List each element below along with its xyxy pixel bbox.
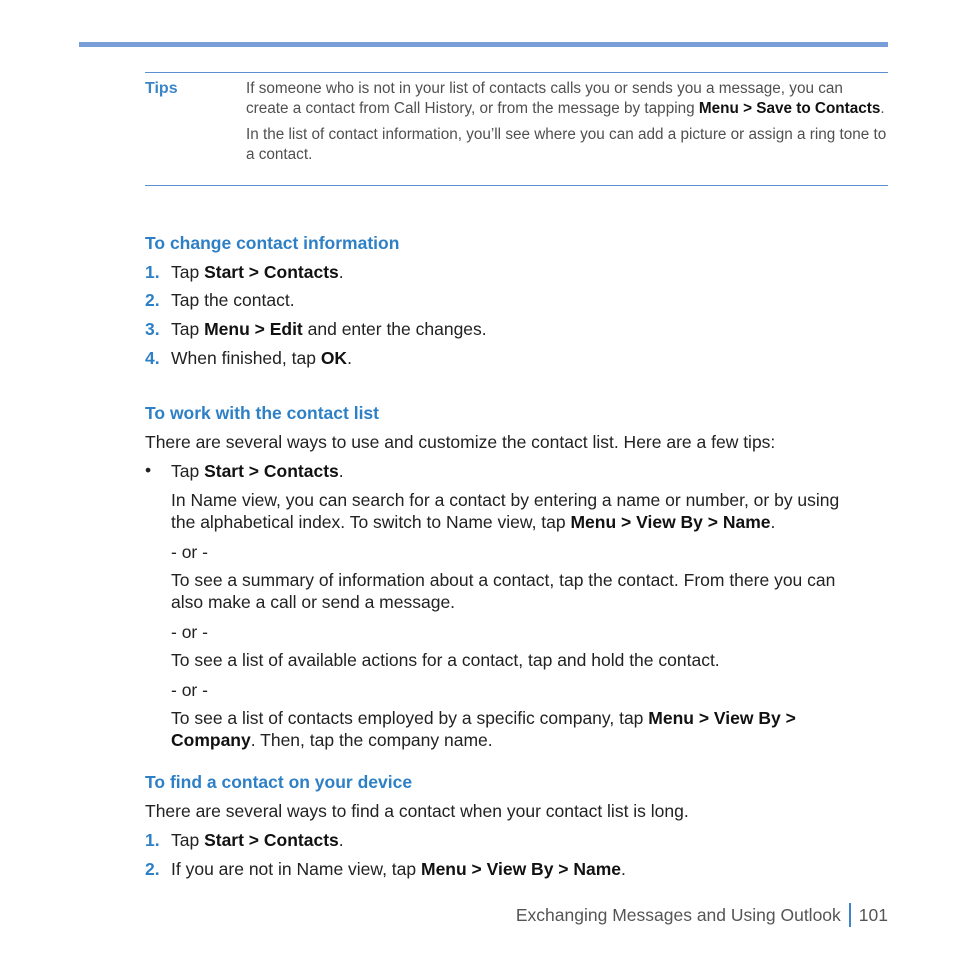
tips-text: . xyxy=(880,100,885,117)
paragraph-text: To see a summary of information about a contact, tap the contact. From there you can xyxy=(171,570,836,590)
section-intro: There are several ways to find a contact when your contact list is long. xyxy=(145,801,689,821)
step-number: 3. xyxy=(145,319,160,339)
bullet: • xyxy=(145,460,152,480)
step-text: Tap the contact. xyxy=(171,290,295,310)
step-text: If you are not in Name view, tap Menu > View By > Name. xyxy=(171,859,626,879)
section-heading-change-contact: To change contact information xyxy=(145,233,400,253)
section-heading-find-contact: To find a contact on your device xyxy=(145,772,413,792)
paragraph-text: the alphabetical index. To switch to Name view, tap Menu > View By > Name. xyxy=(171,512,776,532)
tips-body xyxy=(246,79,888,165)
step-text: Tap Start > Contacts. xyxy=(171,262,344,282)
footer-divider xyxy=(849,903,851,927)
tips-label: Tips xyxy=(145,80,178,97)
header-rule xyxy=(79,42,888,47)
or-separator: - or - xyxy=(171,542,208,562)
page-number: 101 xyxy=(858,904,888,925)
step-number: 4. xyxy=(145,348,160,368)
section-heading-contact-list: To work with the contact list xyxy=(145,403,379,423)
step-number: 2. xyxy=(145,859,160,879)
paragraph-text: To see a list of available actions for a contact, tap and hold the contact. xyxy=(171,650,720,670)
tips-paragraph-1 xyxy=(246,79,888,119)
step-text: Tap Start > Contacts. xyxy=(171,830,344,850)
tips-paragraph-2: In the list of contact information, you’ll see where you can add a picture or assign a ring tone to a contact. xyxy=(246,126,887,163)
paragraph-text: In Name view, you can search for a contact by entering a name or number, or by using xyxy=(171,490,840,510)
page-footer xyxy=(516,903,888,927)
paragraph-text: Company. Then, tap the company name. xyxy=(171,730,493,750)
step-number: 1. xyxy=(145,262,160,282)
section-intro: There are several ways to use and customize the contact list. Here are a few tips: xyxy=(145,432,776,452)
step-number: 2. xyxy=(145,290,160,310)
chapter-title: Exchanging Messages and Using Outlook xyxy=(515,904,841,925)
tips-command: Menu > Save to Contacts xyxy=(698,100,881,117)
or-separator: - or - xyxy=(171,680,208,700)
tips-box xyxy=(145,72,888,186)
step-number: 1. xyxy=(145,830,160,850)
paragraph-text: also make a call or send a message. xyxy=(171,592,456,612)
or-separator: - or - xyxy=(171,622,208,642)
tips-text: If someone who is not in your list of contacts calls you or sends you a message, you can create a contact from Call History, or from the message by tapping xyxy=(246,80,843,117)
bullet-text: Tap Start > Contacts. xyxy=(171,461,344,481)
step-text: When finished, tap OK. xyxy=(171,348,352,368)
step-text: Tap Menu > Edit and enter the changes. xyxy=(171,319,487,339)
paragraph-text: To see a list of contacts employed by a specific company, tap Menu > View By > xyxy=(171,708,796,728)
